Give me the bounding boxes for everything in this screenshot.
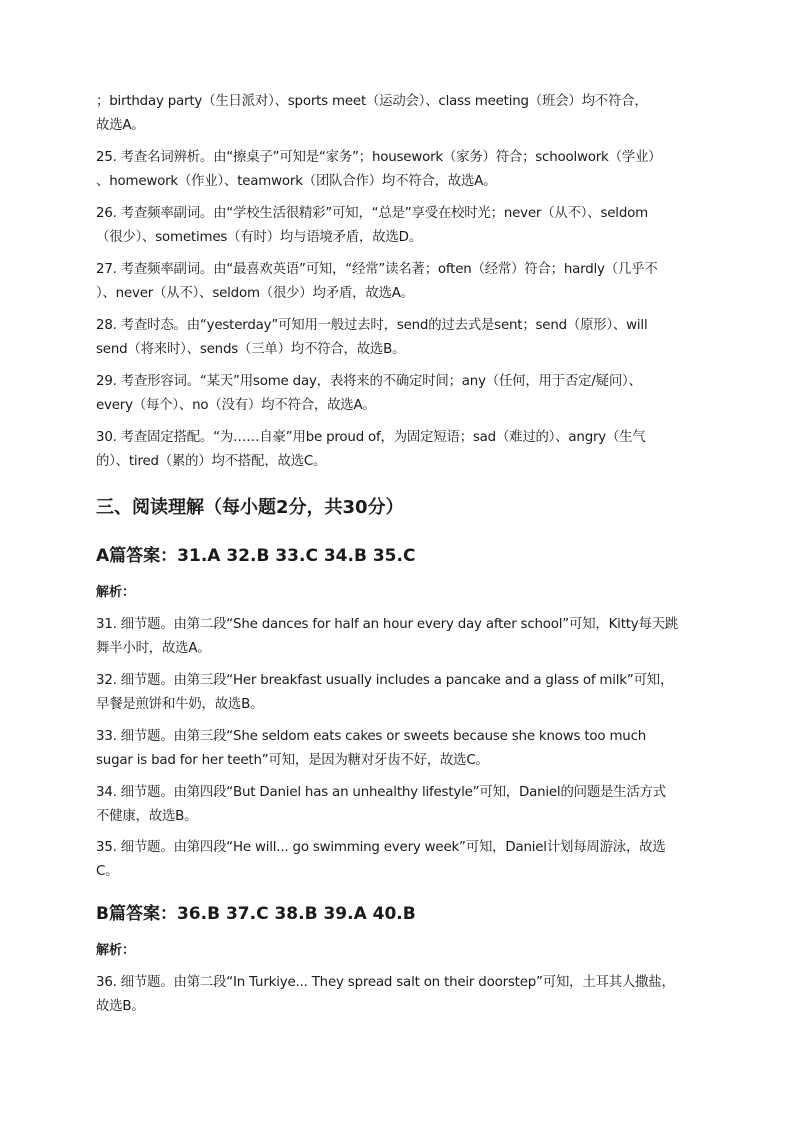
text-line: 早餐是煎饼和牛奶，故选B。	[96, 697, 264, 712]
text-line: sugar is bad for her teeth”可知，是因为糖对牙齿不好，故选C。	[96, 753, 489, 768]
text-line: 34. 细节题。由第四段“But Daniel has an unhealthy lifestyle”可知，Daniel的问题是生活方式	[96, 785, 666, 800]
text-line: 28. 考查时态。由“yesterday”可知用一般过去时，send的过去式是sent；send（原形）、will	[96, 318, 648, 333]
analysis-label: 解析：	[96, 585, 136, 600]
text-line: 故选B。	[96, 999, 145, 1014]
text-line: 25. 考查名词辨析。由“擦桌子”可知是“家务”；housework（家务）符合；schoolwork（学业）	[96, 150, 662, 165]
text-line: 不健康，故选B。	[96, 809, 198, 824]
explanation-item-28	[96, 314, 700, 362]
text-line: 故选A。	[96, 118, 145, 133]
text-line: 27. 考查频率副词。由“最喜欢英语”可知，“经常”读名著；often（经常）符合；hardly（几乎不	[96, 262, 658, 277]
text-line: 、homework（作业）、teamwork（团队合作）均不符合，故选A。	[96, 174, 497, 189]
text-line: C。	[96, 864, 119, 879]
text-line: 30. 考查固定搭配。“为……自豪”用be proud of，为固定短语；sad（难过的）、angry（生气	[96, 430, 646, 445]
explanation-item-26	[96, 202, 700, 250]
text-line: send（将来时）、sends（三单）均不符合，故选B。	[96, 342, 406, 357]
text-line: 舞半小时，故选A。	[96, 641, 211, 656]
explanation-item-33	[96, 725, 700, 773]
text-line: 32. 细节题。由第三段“Her breakfast usually includes a pancake and a glass of milk”可知，	[96, 673, 674, 688]
text-line: 36. 细节题。由第二段“In Turkiye... They spread salt on their doorstep”可知，土耳其人撒盐，	[96, 975, 675, 990]
explanation-item-30	[96, 426, 700, 474]
text-line: 29. 考查形容词。“某天”用some day，表将来的不确定时间；any（任何，用于否定/疑问）、	[96, 374, 642, 389]
explanation-item-35	[96, 836, 700, 884]
text-line: 35. 细节题。由第四段“He will... go swimming every week”可知，Daniel计划每周游泳，故选	[96, 840, 666, 855]
part-a-answers: A篇答案：31.A 32.B 33.C 34.B 35.C	[96, 546, 416, 566]
text-line: （很少）、sometimes（有时）均与语境矛盾，故选D。	[96, 230, 422, 245]
text-line: ）、never（从不）、seldom（很少）均矛盾，故选A。	[96, 286, 414, 301]
explanation-item-31	[96, 613, 700, 661]
text-line: every（每个）、no（没有）均不符合，故选A。	[96, 398, 376, 413]
text-line: 31. 细节题。由第二段“She dances for half an hour every day after school”可知，Kitty每天跳	[96, 617, 679, 632]
text-line: 33. 细节题。由第三段“She seldom eats cakes or sweets because she knows too much	[96, 729, 647, 744]
text-line: ；birthday party（生日派对）、sports meet（运动会）、class meeting（班会）均不符合，	[96, 94, 648, 109]
part-b-answers: B篇答案：36.B 37.C 38.B 39.A 40.B	[96, 904, 416, 924]
answer-continuation	[96, 90, 700, 138]
explanation-item-25	[96, 146, 700, 194]
analysis-label: 解析：	[96, 943, 136, 958]
explanation-item-32	[96, 669, 700, 717]
explanation-item-36	[96, 971, 700, 1019]
explanation-item-27	[96, 258, 700, 306]
explanation-item-34	[96, 781, 700, 829]
text-line: 26. 考查频率副词。由“学校生活很精彩”可知，“总是”享受在校时光；never（从不）、seldom	[96, 206, 648, 221]
section-heading: 三、阅读理解（每小题2分，共30分）	[96, 497, 404, 518]
text-line: 的）、tired（累的）均不搭配，故选C。	[96, 454, 327, 469]
explanation-item-29	[96, 370, 700, 418]
